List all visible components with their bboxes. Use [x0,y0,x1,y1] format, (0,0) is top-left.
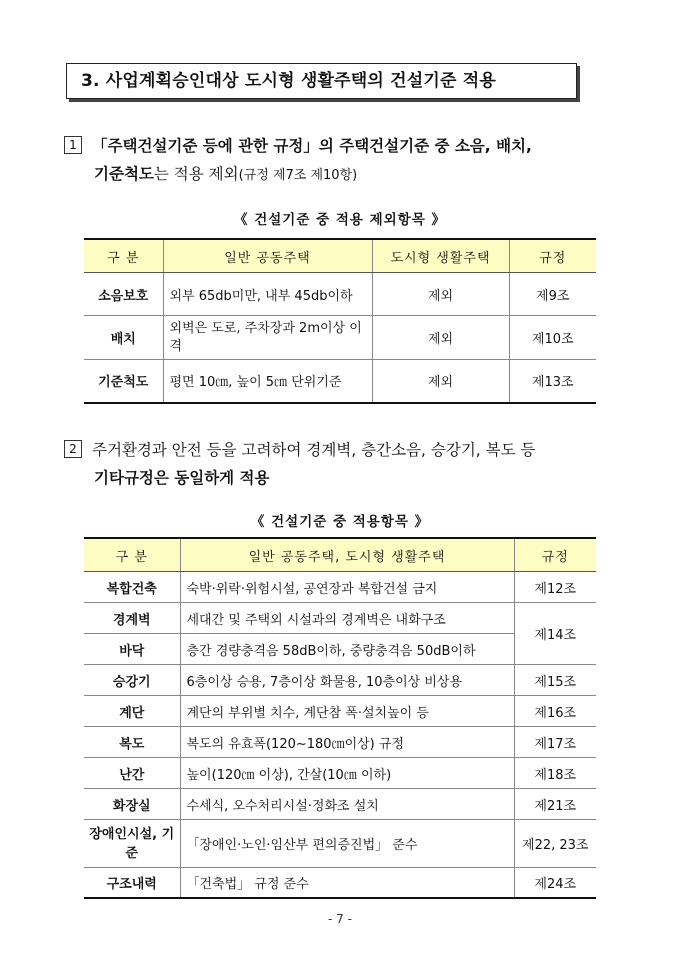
item-1-line-1-text: 「주택건설기준 등에 관한 규정」의 주택건설기준 중 소음, 배치, [92,137,532,155]
item-1-reference: (규정 제7조 제10항) [238,168,358,183]
table-2-cell-content: 세대간 및 주택외 시설과의 경계벽은 내화구조 [180,603,514,634]
item-2-number-box: 2 [64,440,82,458]
item-2-bold-text: 기타규정은 동일하게 적용 [94,469,270,487]
table-2-cell-rule: 제14조 [514,603,596,665]
table-1-header-general: 일반 공동주택 [163,239,372,273]
table-2-cell-rule: 제21조 [514,789,596,820]
item-1-line-1 [64,132,532,160]
table-2-cell-category: 구조내력 [84,868,180,898]
table-2-cell-content: 계단의 부위별 치수, 계단참 폭·설치높이 등 [180,696,514,727]
table-2-cell-content: 높이(120㎝ 이상), 간살(10㎝ 이하) [180,758,514,789]
table-2-header-content: 일반 공동주택, 도시형 생활주택 [180,538,514,572]
table-row [84,273,596,316]
table-2-cell-content: 수세식, 오수처리시설·정화조 설치 [180,789,514,820]
table-1-header-rule: 규정 [509,239,596,273]
table-2-cell-rule: 제22, 23조 [514,820,596,868]
table-2-cell-category: 바닥 [84,634,180,665]
table-1-header-row [84,239,596,273]
table-2-cell-rule: 제24조 [514,868,596,898]
table-row [84,665,596,696]
table-row [84,696,596,727]
table-exclusions [84,238,596,404]
table-1-header-category: 구 분 [84,239,163,273]
table-row [84,758,596,789]
table-2-cell-rule: 제12조 [514,572,596,603]
table-applied [84,537,596,899]
table-2-header-rule: 규정 [514,538,596,572]
table-2-cell-rule: 제15조 [514,665,596,696]
table-2-header-category: 구 분 [84,538,180,572]
table-2-cell-category: 화장실 [84,789,180,820]
item-1-bold-term: 기준척도 [94,165,154,183]
table-2-cell-category: 승강기 [84,665,180,696]
table-row [84,868,596,898]
page-number: - 7 - [328,912,352,926]
table-1-cell-rule: 제10조 [509,316,596,360]
table-2-header-row [84,538,596,572]
table-2-cell-category: 장애인시설, 기준 [84,820,180,868]
table-1-header-urban: 도시형 생활주택 [372,239,509,273]
table-row [84,789,596,820]
table-row [84,360,596,403]
item-1-line-2-text: 는 적용 제외 [153,165,239,183]
table-1-cell-urban: 제외 [372,316,509,360]
table-1-cell-rule: 제13조 [509,360,596,403]
table-1-cell-urban: 제외 [372,273,509,316]
table-row [84,727,596,758]
table-1-cell-category: 기준척도 [84,360,163,403]
table-1-cell-general: 평면 10㎝, 높이 5㎝ 단위기준 [163,360,372,403]
table-2-cell-category: 난간 [84,758,180,789]
table-row [84,572,596,603]
table-1-cell-category: 배치 [84,316,163,360]
table-2-caption: 《 건설기준 중 적용항목 》 [250,514,430,530]
table-2-cell-category: 경계벽 [84,603,180,634]
table-2-cell-content: 「건축법」 규정 준수 [180,868,514,898]
table-2-cell-rule: 제17조 [514,727,596,758]
item-1-number-box: 1 [64,136,82,154]
table-1-cell-urban: 제외 [372,360,509,403]
section-title: 3. 사업계획승인대상 도시형 생활주택의 건설기준 적용 [66,63,577,99]
table-2-cell-rule: 제16조 [514,696,596,727]
table-1-cell-category: 소음보호 [84,273,163,316]
item-2-line-1-text: 주거환경과 안전 등을 고려하여 경계벽, 층간소음, 승강기, 복도 등 [92,441,536,459]
table-2-cell-category: 계단 [84,696,180,727]
item-2-line-2 [64,464,536,492]
table-2-cell-rule: 제18조 [514,758,596,789]
table-2-cell-content: 숙박·위락·위험시설, 공연장과 복합건설 금지 [180,572,514,603]
item-2-paragraph [64,436,536,492]
table-row [84,820,596,868]
table-1-cell-rule: 제9조 [509,273,596,316]
table-2-cell-content: 층간 경량충격음 58dB이하, 중량충격음 50dB이하 [180,634,514,665]
table-1-cell-general: 외벽은 도로, 주차장과 2m이상 이격 [163,316,372,360]
table-1-caption: 《 건설기준 중 적용 제외항목 》 [234,212,446,228]
table-2-cell-content: 6층이상 승용, 7층이상 화물용, 10층이상 비상용 [180,665,514,696]
table-row [84,316,596,360]
table-row [84,603,596,634]
item-1-paragraph [64,132,532,190]
table-1-cell-general: 외부 65db미만, 내부 45db이하 [163,273,372,316]
table-2-cell-content: 복도의 유효폭(120∼180㎝이상) 규정 [180,727,514,758]
table-2-cell-category: 복도 [84,727,180,758]
table-2-cell-content: 「장애인·노인·임산부 편의증진법」 준수 [180,820,514,868]
item-1-line-2 [64,160,532,190]
table-2-cell-category: 복합건축 [84,572,180,603]
item-2-line-1 [64,436,536,464]
